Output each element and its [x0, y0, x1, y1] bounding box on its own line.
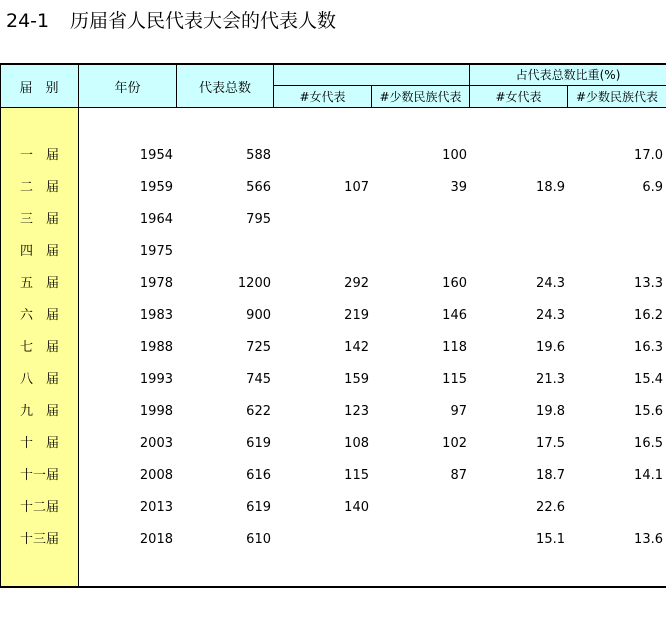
female-cell: 292	[344, 276, 369, 291]
session-cell: 一 届	[20, 148, 60, 163]
minority-pct-cell: 17.0	[634, 148, 663, 163]
table-row	[0, 428, 666, 460]
table-row	[0, 204, 666, 236]
minority-pct-cell: 13.3	[634, 276, 663, 291]
minority-pct-cell: 13.6	[634, 532, 663, 547]
session-cell: 五 届	[20, 276, 60, 291]
total-cell: 900	[246, 308, 271, 323]
session-cell: 六 届	[20, 308, 60, 323]
female-pct-cell	[470, 236, 565, 268]
total-cell: 610	[246, 532, 271, 547]
minority-cell: 39	[450, 180, 467, 195]
female-pct-cell: 18.9	[536, 180, 565, 195]
table-row	[0, 492, 666, 524]
year-cell: 1959	[139, 180, 173, 195]
table-row	[0, 396, 666, 428]
table-row	[0, 332, 666, 364]
header-session: 届 别	[19, 80, 59, 96]
female-pct-cell: 19.8	[536, 404, 565, 419]
minority-cell: 146	[442, 308, 467, 323]
minority-cell: 115	[442, 372, 467, 387]
minority-pct-cell	[568, 204, 663, 236]
table-title: 历届省人民代表大会的代表人数	[70, 10, 337, 32]
year-cell: 1975	[139, 244, 173, 259]
year-cell: 2008	[139, 468, 173, 483]
female-cell: 159	[344, 372, 369, 387]
female-cell	[273, 524, 369, 556]
minority-pct-cell	[568, 492, 663, 524]
female-cell: 219	[344, 308, 369, 323]
female-pct-cell: 21.3	[536, 372, 565, 387]
session-cell: 二 届	[20, 180, 60, 195]
female-cell	[273, 140, 369, 172]
session-cell: 十一届	[20, 468, 60, 483]
session-cell: 十 届	[20, 436, 60, 451]
minority-pct-cell: 16.2	[634, 308, 663, 323]
year-cell: 2003	[139, 436, 173, 451]
total-cell: 619	[246, 500, 271, 515]
header-minority: #少数民族代表	[379, 90, 462, 104]
minority-cell: 87	[450, 468, 467, 483]
minority-cell: 97	[450, 404, 467, 419]
table-row	[0, 268, 666, 300]
female-pct-cell	[470, 204, 565, 236]
female-pct-cell: 24.3	[536, 276, 565, 291]
female-pct-cell: 17.5	[536, 436, 565, 451]
female-pct-cell: 24.3	[536, 308, 565, 323]
total-cell: 725	[246, 340, 271, 355]
female-cell: 123	[344, 404, 369, 419]
table-row	[0, 364, 666, 396]
year-cell: 1983	[139, 308, 173, 323]
female-pct-cell	[470, 140, 565, 172]
minority-pct-cell: 15.6	[634, 404, 663, 419]
year-cell: 1978	[139, 276, 173, 291]
year-cell: 2018	[139, 532, 173, 547]
minority-cell	[372, 204, 467, 236]
total-cell	[176, 236, 271, 268]
female-cell: 115	[344, 468, 369, 483]
female-pct-cell: 18.7	[536, 468, 565, 483]
minority-cell	[372, 524, 467, 556]
table-row	[0, 460, 666, 492]
minority-pct-cell	[568, 236, 663, 268]
table-row	[0, 140, 666, 172]
table-row	[0, 524, 666, 556]
header-female: #女代表	[299, 90, 346, 104]
total-cell: 619	[246, 436, 271, 451]
female-cell: 140	[344, 500, 369, 515]
female-cell	[273, 236, 369, 268]
year-cell: 1954	[139, 148, 173, 163]
female-cell: 142	[344, 340, 369, 355]
female-cell: 107	[344, 180, 369, 195]
female-cell	[273, 204, 369, 236]
minority-cell: 102	[442, 436, 467, 451]
minority-pct-cell: 15.4	[634, 372, 663, 387]
year-cell: 1988	[139, 340, 173, 355]
minority-cell	[372, 236, 467, 268]
header-minority-pct: #少数民族代表	[575, 90, 659, 104]
year-cell: 2013	[139, 500, 173, 515]
session-cell: 三 届	[20, 212, 60, 227]
female-pct-cell: 22.6	[536, 500, 565, 515]
session-cell: 九 届	[20, 404, 60, 419]
table-bottom-rule	[0, 586, 666, 588]
minority-cell	[372, 492, 467, 524]
session-cell: 八 届	[20, 372, 60, 387]
female-pct-cell: 15.1	[536, 532, 565, 547]
minority-pct-cell: 6.9	[642, 180, 663, 195]
total-cell: 745	[246, 372, 271, 387]
year-cell: 1998	[139, 404, 173, 419]
header-ratio-group: 占代表总数比重(%)	[515, 68, 621, 82]
header-year: 年份	[114, 80, 141, 96]
total-cell: 588	[246, 148, 271, 163]
minority-cell: 100	[442, 148, 467, 163]
page-title	[6, 6, 336, 33]
total-cell: 616	[246, 468, 271, 483]
female-cell: 108	[344, 436, 369, 451]
minority-cell: 160	[442, 276, 467, 291]
header-female-pct: #女代表	[495, 90, 542, 104]
minority-cell: 118	[442, 340, 467, 355]
table-row	[0, 172, 666, 204]
female-pct-cell: 19.6	[536, 340, 565, 355]
total-cell: 795	[246, 212, 271, 227]
minority-pct-cell: 14.1	[634, 468, 663, 483]
minority-pct-cell: 16.3	[634, 340, 663, 355]
year-cell: 1964	[139, 212, 173, 227]
session-cell: 十三届	[20, 532, 60, 547]
total-cell: 622	[246, 404, 271, 419]
session-cell: 十二届	[20, 500, 60, 515]
year-cell: 1993	[139, 372, 173, 387]
session-cell: 四 届	[20, 244, 60, 259]
session-cell: 七 届	[20, 340, 60, 355]
header-total: 代表总数	[198, 80, 251, 96]
total-cell: 566	[246, 180, 271, 195]
table-row	[0, 236, 666, 268]
total-cell: 1200	[237, 276, 271, 291]
table-row	[0, 300, 666, 332]
minority-pct-cell: 16.5	[634, 436, 663, 451]
table-number: 24-1	[6, 10, 50, 32]
